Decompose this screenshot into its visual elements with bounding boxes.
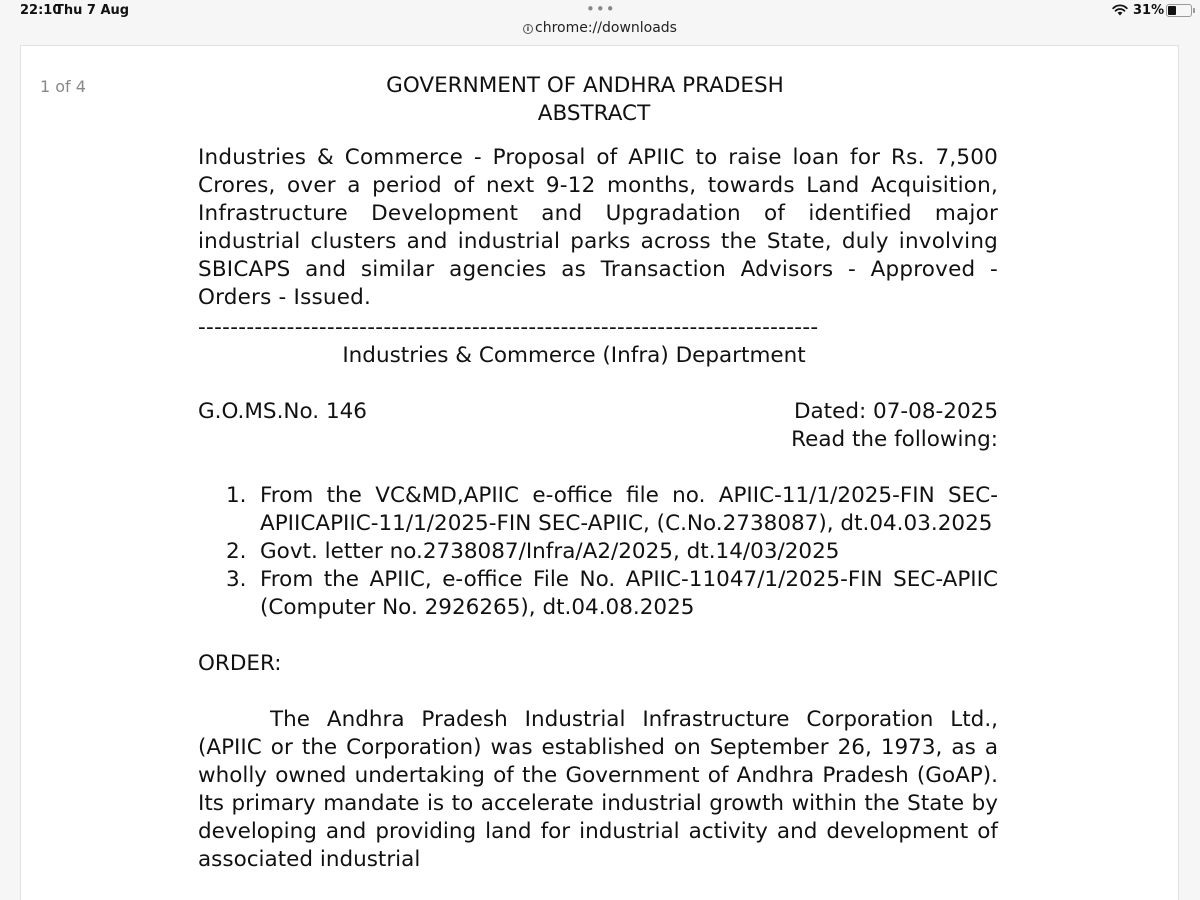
url-bar[interactable] (0, 20, 1200, 40)
list-item (226, 538, 998, 566)
reference-number: 3. (226, 567, 247, 592)
order-paragraph: The Andhra Pradesh Industrial Infrastructure Corporation Ltd., (APIIC or the Corporation) was established on September 26, 1973, as a wholly owned undertaking of the Government of Andhra Pradesh (GoAP). Its primary mandate is to accelerate industrial growth within the State by developing and providing land for industrial activity and development of associated industrial (198, 707, 998, 872)
info-icon[interactable]: i (523, 24, 533, 34)
page-counter: 1 of 4 (40, 77, 86, 96)
reference-text: Govt. letter no.2738087/Infra/A2/2025, dt.14/03/2025 (260, 539, 840, 564)
references-list (198, 482, 998, 622)
status-bar (0, 0, 1200, 22)
list-item (226, 566, 998, 622)
order-label: ORDER: (198, 651, 282, 676)
battery-percentage: 31% (1133, 3, 1165, 18)
status-time: 22:10 (20, 3, 62, 18)
multitasking-dots-icon[interactable]: ••• (586, 0, 616, 18)
order-date: Dated: 07-08-2025 (793, 399, 998, 424)
order-meta-row (198, 398, 998, 426)
reference-text: From the APIIC, e-office File No. APIIC-11047/1/2025-FIN SEC-APIIC (Computer No. 2926265), dt.04.08.2025 (260, 567, 998, 620)
reference-text: From the VC&MD,APIIC e-office file no. APIIC-11/1/2025-FIN SEC- APIICAPIIC-11/1/2025-FIN SEC-APIIC, (C.No.2738087), dt.04.03.2025 (260, 483, 998, 536)
list-item (226, 482, 998, 538)
document-body (198, 72, 998, 874)
status-date: Thu 7 Aug (55, 3, 130, 18)
wifi-icon (1112, 4, 1128, 16)
reference-number: 1. (226, 483, 247, 508)
battery-icon (1166, 4, 1192, 17)
reference-number: 2. (226, 539, 247, 564)
go-number: G.O.MS.No. 146 (198, 399, 367, 424)
document-subheading: ABSTRACT (537, 101, 651, 126)
subject-paragraph: Industries & Commerce - Proposal of APIIC to raise loan for Rs. 7,500 Crores, over a period of next 9-12 months, towards Land Acquisition, Infrastructure Development and Upgradation of identified major industrial clusters and industrial parks across the State, duly involving SBICAPS and similar agencies as Transaction Advisors - Approved - Orders - Issued. (198, 145, 998, 310)
document-heading: GOVERNMENT OF ANDHRA PRADESH (386, 73, 784, 98)
department-name: Industries & Commerce (Infra) Department (342, 343, 806, 368)
url-text[interactable]: chrome://downloads (535, 20, 677, 36)
read-following-label: Read the following: (791, 427, 998, 452)
separator-line: ----------------------------------------------------------------------------- (198, 315, 819, 340)
